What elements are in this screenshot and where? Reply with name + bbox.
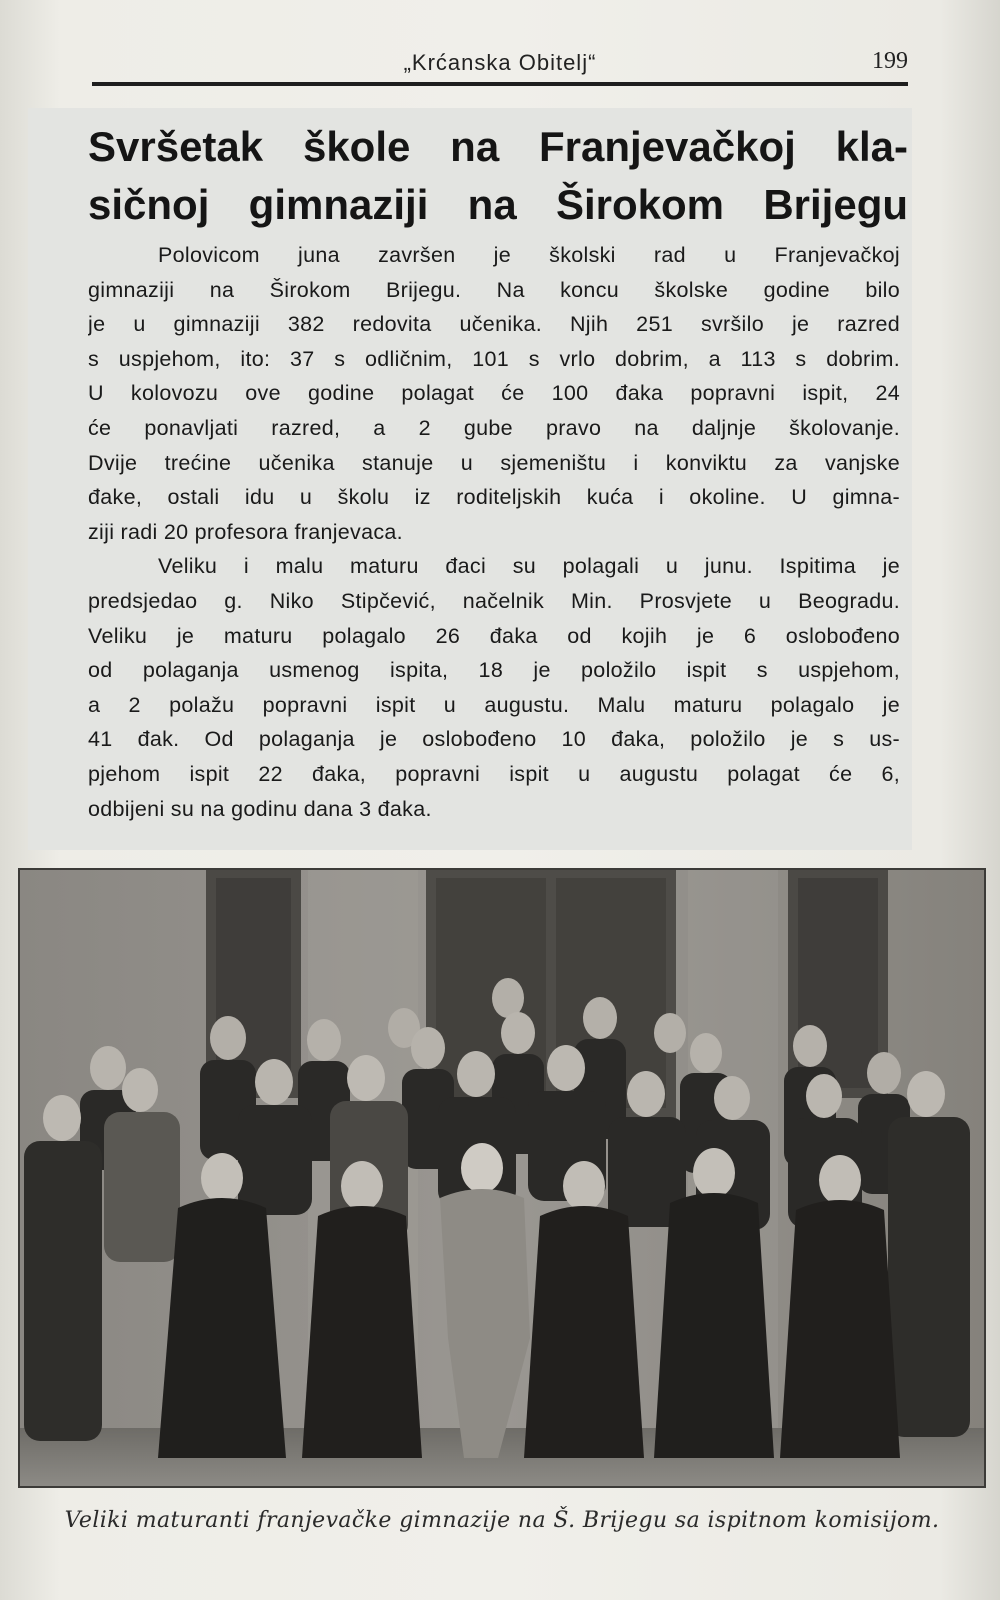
body-line: Polovicom juna završen je školski rad u Franjevačkoj	[158, 243, 900, 267]
headline-line: Svršetak škole na Franjevačkoj kla-	[88, 123, 908, 170]
body-line: đake, ostali idu u školu iz roditeljskih kuća i okoline. U gimna-	[88, 485, 900, 510]
body-line: Dvije trećine učenika stanuje u sjemeništu i konviktu za vanjske	[88, 450, 900, 475]
body-line: pjehom ispit 22 đaka, popravni ispit u augustu polagat će 6,	[88, 761, 900, 786]
body-line: gimnaziji na Širokom Brijegu. Na koncu školske godine bilo	[88, 277, 900, 302]
group-photo-illustration	[18, 868, 986, 1488]
page-number: 199	[872, 48, 908, 74]
body-line: s uspjehom, ito: 37 s odličnim, 101 s vrlo dobrim, a 113 s dobrim.	[88, 346, 900, 371]
photo-caption: Veliki maturanti franjevačke gimnazije na Š. Brijegu sa ispitnom komisijom.	[64, 1508, 940, 1533]
headline-line: sičnoj gimnaziji na Širokom Brijegu	[88, 181, 908, 228]
body-line: Veliku je maturu polagalo 26 đaka od kojih je 6 oslobođeno	[88, 623, 900, 648]
body-line: Veliku i malu maturu đaci su polagali u junu. Ispitima je	[158, 554, 900, 579]
page-header	[92, 44, 908, 88]
body-line: će ponavljati razred, a 2 gube pravo na daljnje školovanje.	[88, 415, 900, 440]
article	[28, 108, 912, 850]
body-line: ziji radi 20 profesora franjevaca.	[88, 519, 403, 544]
body-line: od polaganja usmenog ispita, 18 je položilo ispit s uspjehom,	[88, 658, 900, 683]
body-line: U kolovozu ove godine polagat će 100 đaka popravni ispit, 24	[88, 381, 900, 406]
article-body	[88, 238, 900, 826]
running-title: „Krćanska Obitelj“	[403, 50, 597, 75]
header-rule	[92, 82, 908, 86]
body-line: predsjedao g. Niko Stipčević, načelnik Min. Prosvjete u Beogradu.	[88, 588, 900, 613]
body-line: 41 đak. Od polaganja je oslobođeno 10 đaka, položilo je s us-	[88, 727, 900, 752]
body-line: a 2 polažu popravni ispit u augustu. Malu maturu polagalo je	[88, 692, 900, 717]
article-headline	[88, 118, 908, 234]
body-line: je u gimnaziji 382 redovita učenika. Njih 251 svršilo je razred	[88, 312, 900, 337]
group-photograph	[18, 868, 986, 1488]
body-line: odbijeni su na godinu dana 3 đaka.	[88, 796, 432, 821]
